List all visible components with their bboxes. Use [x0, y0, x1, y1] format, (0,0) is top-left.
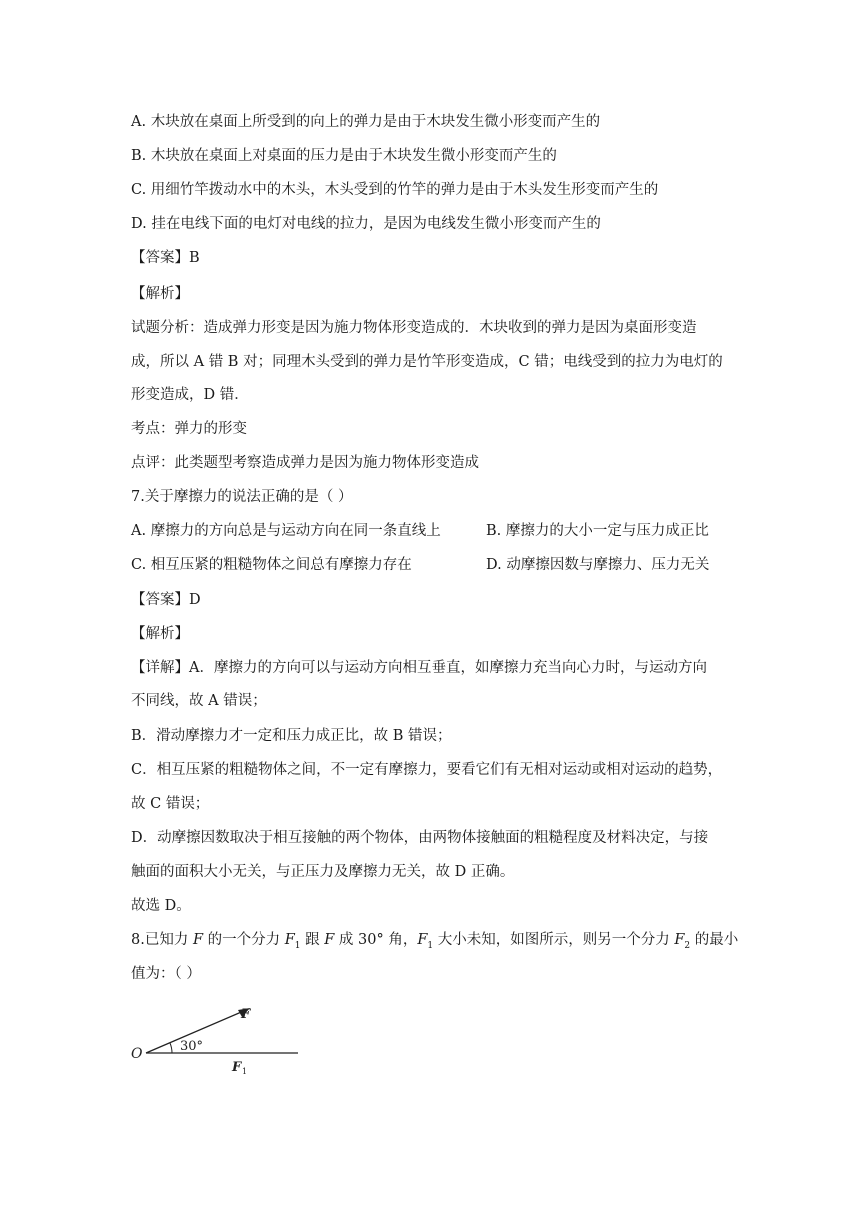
angle-arc — [170, 1043, 172, 1053]
subscript: 2 — [684, 940, 691, 951]
force-symbol: F — [192, 932, 204, 948]
q8-text: 成 30° 角， — [334, 932, 418, 948]
q6-dianping: 点评：此类题型考察造成弹力是因为施力物体形变造成 — [131, 455, 479, 471]
q7-detail-line-8: 故选 D。 — [131, 898, 191, 914]
q7-option-b: B. 摩擦力的大小一定与压力成正比 — [486, 523, 709, 539]
q7-option-d: D. 动摩擦因数与摩擦力、压力无关 — [486, 557, 710, 573]
q7-detail-line-3: B．滑动摩擦力才一定和压力成正比，故 B 错误； — [131, 728, 452, 744]
q6-option-b: B. 木块放在桌面上对桌面的压力是由于木块发生微小形变而产生的 — [131, 148, 557, 164]
q8-text: 的一个分力 — [203, 932, 285, 948]
q6-answer: 【答案】B — [131, 250, 200, 266]
q6-analysis-line-1: 试题分析：造成弹力形变是因为施力物体形变造成的．木块收到的弹力是因为桌面形变造 — [131, 320, 697, 336]
q6-kaodian: 考点：弹力的形变 — [131, 421, 247, 437]
q7-answer: 【答案】D — [131, 592, 201, 608]
q7-detail-line-1: 【详解】A．摩擦力的方向可以与运动方向相互垂直，如摩擦力充当向心力时，与运动方向 — [131, 660, 707, 676]
q6-analysis-line-3: 形变造成，D 错． — [131, 387, 249, 403]
q6-option-c: C. 用细竹竿拨动水中的木头，木头受到的竹竿的弹力是由于木头发生形变而产生的 — [131, 182, 659, 198]
q7-detail-line-6: D．动摩擦因数取决于相互接触的两个物体，由两物体接触面的粗糙程度及材料决定，与接 — [131, 830, 709, 846]
q7-analysis-heading: 【解析】 — [131, 626, 189, 642]
q7-detail-line-5: 故 C 错误； — [131, 796, 210, 812]
q6-analysis-heading: 【解析】 — [131, 286, 189, 302]
label-f1-subscript: 1 — [242, 1067, 248, 1076]
label-angle: 30° — [180, 1039, 204, 1054]
force-symbol: F — [324, 932, 335, 948]
label-o: O — [131, 1046, 143, 1062]
subscript: 1 — [427, 940, 434, 951]
q7-detail-line-7: 触面的面积大小无关，与正压力及摩擦力无关，故 D 正确。 — [131, 864, 515, 880]
force-symbol: F — [284, 932, 295, 948]
q8-text: 8.已知力 — [131, 932, 193, 948]
q8-text: 跟 — [300, 932, 325, 948]
force-symbol: F — [674, 932, 685, 948]
subscript: 1 — [294, 940, 301, 951]
q8-stem-line-2: 值为：（ ） — [131, 966, 201, 982]
q7-stem: 7.关于摩擦力的说法正确的是（ ） — [131, 489, 353, 505]
q8-text: 的最小 — [690, 932, 739, 948]
q6-analysis-line-2: 成，所以 A 错 B 对；同理木头受到的弹力是竹竿形变造成，C 错；电线受到的拉力为电灯的 — [131, 354, 723, 370]
label-f: F — [241, 1007, 251, 1022]
force-symbol: F — [417, 932, 428, 948]
label-f1: F — [232, 1060, 242, 1075]
q8-stem-line-1 — [131, 930, 738, 956]
q8-text: 大小未知，如图所示，则另一个分力 — [433, 932, 675, 948]
q6-option-d: D. 挂在电线下面的电灯对电线的拉力，是因为电线发生微小形变而产生的 — [131, 216, 601, 232]
q6-option-a: A. 木块放在桌面上所受到的向上的弹力是由于木块发生微小形变而产生的 — [131, 114, 601, 130]
q7-detail-line-2: 不同线，故 A 错误； — [131, 693, 267, 709]
q7-detail-line-4: C．相互压紧的粗糙物体之间，不一定有摩擦力，要看它们有无相对运动或相对运动的趋势， — [131, 762, 723, 778]
q7-option-a: A. 摩擦力的方向总是与运动方向在同一条直线上 — [131, 523, 441, 539]
force-diagram — [128, 998, 303, 1078]
q7-option-c: C. 相互压紧的粗糙物体之间总有摩擦力存在 — [131, 557, 412, 573]
